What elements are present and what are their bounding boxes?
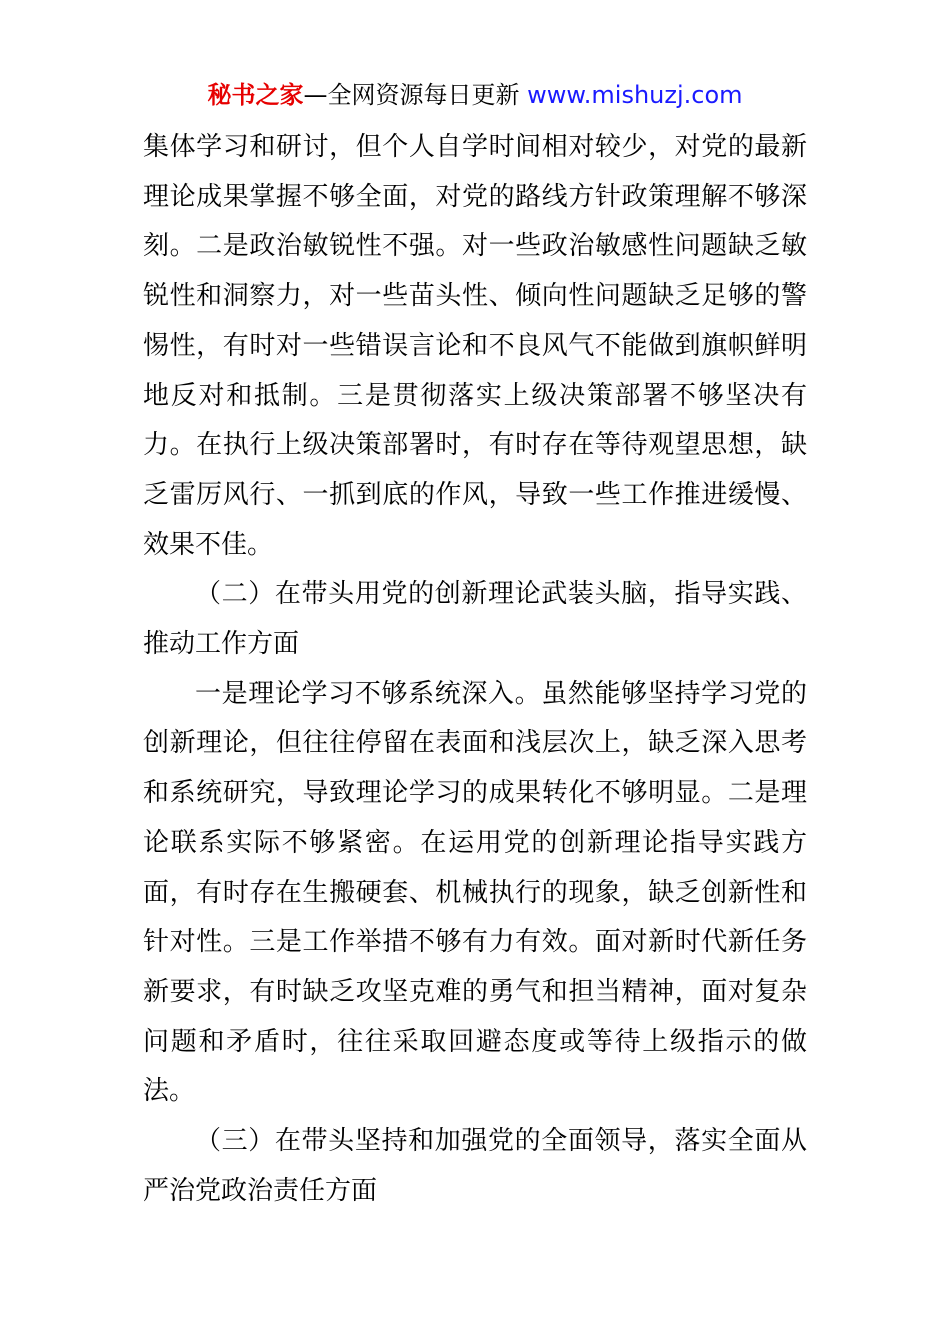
section-heading-3: （三）在带头坚持和加强党的全面领导，落实全面从严治党政治责任方面	[143, 1126, 807, 1206]
site-url-link[interactable]: www.mishuzj.com	[527, 81, 743, 109]
section-heading-2: （二）在带头用党的创新理论武装头脑，指导实践、推动工作方面	[143, 579, 807, 660]
paragraph-section-2: 一是理论学习不够系统深入。虽然能够坚持学习党的创新理论，但往往停留在表面和浅层次上，缺乏深入思考和系统研究，导致理论学习的成果转化不够明显。二是理论联系实际不够紧密。在运用党的创新理论指导实践方面，有时存在生搬硬套、机械执行的现象，缺乏创新性和针对性。三是工作举措不够有力有效。面对新时代新任务新要求，有时缺乏攻坚克难的勇气和担当精神，面对复杂问题和矛盾时，往往采取回避态度或等待上级指示的做法。	[143, 678, 807, 1107]
document-body	[143, 123, 807, 1216]
site-tagline: —全网资源每日更新	[303, 81, 528, 109]
paragraph-continuation: 集体学习和研讨，但个人自学时间相对较少，对党的最新理论成果掌握不够全面，对党的路线方针政策理解不够深刻。二是政治敏锐性不强。对一些政治敏感性问题缺乏敏锐性和洞察力，对一些苗头性、倾向性问题缺乏足够的警惕性，有时对一些错误言论和不良风气不能做到旗帜鲜明地反对和抵制。三是贯彻落实上级决策部署不够坚决有力。在执行上级决策部署时，有时存在等待观望思想，缺乏雷厉风行、一抓到底的作风，导致一些工作推进缓慢、效果不佳。	[143, 132, 807, 560]
site-header	[0, 78, 950, 112]
site-brand: 秘书之家	[207, 81, 304, 109]
